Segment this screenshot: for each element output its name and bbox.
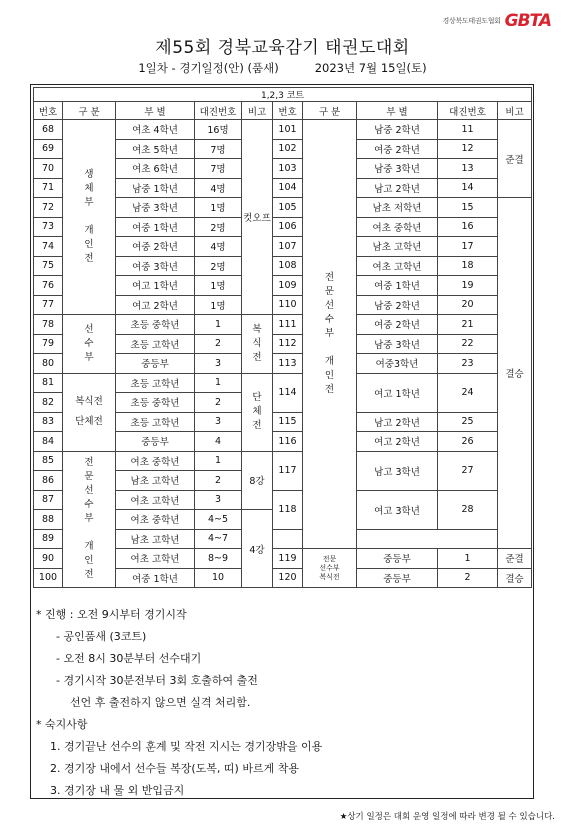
cell-division: 남중 3학년 — [357, 334, 438, 354]
group-char — [63, 210, 115, 224]
note-line: * 숙지사항 — [36, 718, 88, 731]
group-char: 전 — [324, 272, 335, 283]
table-row — [34, 373, 532, 393]
group-char: 수 — [324, 314, 335, 325]
cell-bracket: 11 — [438, 120, 498, 140]
cell-division: 여중3학년 — [357, 354, 438, 374]
cell-number: 109 — [273, 276, 303, 296]
cell-division: 여중 2학년 — [116, 237, 195, 257]
cell-number: 81 — [34, 373, 63, 393]
cell-division: 여초 중학년 — [116, 451, 195, 471]
cell-division: 초등 고학년 — [116, 373, 195, 393]
cell-division: 초등 고학년 — [116, 412, 195, 432]
cell-division: 초등 고학년 — [116, 334, 195, 354]
cell-bracket: 23 — [438, 354, 498, 374]
cell-bracket: 1 — [195, 315, 242, 335]
cell-number: 120 — [273, 568, 303, 588]
cell-bracket: 2 — [195, 393, 242, 413]
group-char: 복식전 — [319, 572, 340, 581]
cell-division: 여고 2학년 — [357, 432, 438, 452]
cell-number: 71 — [34, 178, 63, 198]
cell-number: 114 — [273, 373, 303, 412]
court-header: 1,2,3 코트 — [34, 88, 532, 102]
cell-bracket: 4명 — [195, 178, 242, 198]
note-cell-semi2: 준결 — [498, 549, 532, 569]
cell-bracket: 2 — [195, 471, 242, 491]
cell-bracket: 4~5 — [195, 510, 242, 530]
table-row — [34, 451, 532, 471]
cell-division: 여초 고학년 — [116, 549, 195, 569]
cell-bracket: 2명 — [195, 217, 242, 237]
cell-division: 초등 중학년 — [116, 393, 195, 413]
note-line: 3. 경기장 내 물 외 반입금지 — [50, 784, 185, 797]
group-char: 체 — [252, 406, 262, 417]
cell-number: 110 — [273, 295, 303, 315]
cell-division: 여초 중학년 — [116, 510, 195, 530]
cell-division: 초등 중학년 — [116, 315, 195, 335]
cell-number: 102 — [273, 139, 303, 159]
note-line: - 경기시작 30분전부터 3회 호출하여 출전 — [56, 674, 258, 687]
subtitle-date: 2023년 7월 15일(토) — [314, 61, 427, 75]
group-char: 개 — [84, 225, 94, 236]
cell-number: 84 — [34, 432, 63, 452]
cell-bracket: 2 — [195, 334, 242, 354]
cell-bracket: 1명 — [195, 276, 242, 296]
note-cell-team — [242, 373, 273, 451]
cell-number: 106 — [273, 217, 303, 237]
note-cell-final2: 결승 — [498, 568, 532, 588]
cell-division: 남초 고학년 — [357, 237, 438, 257]
note-line: * 진행 : 오전 9시부터 경기시작 — [36, 608, 187, 621]
group-char: 전 — [252, 351, 262, 363]
cell-bracket: 22 — [438, 334, 498, 354]
table-row — [34, 120, 532, 140]
cell-number: 115 — [273, 412, 303, 432]
group-char: 선 — [84, 485, 94, 497]
cell-number: 116 — [273, 432, 303, 452]
cell-number: 119 — [273, 549, 303, 569]
group-char: 체 — [84, 183, 94, 194]
cell-division: 여고 3학년 — [357, 490, 438, 529]
note-cell-semi: 준결 — [498, 120, 532, 198]
group-pair-label: 복식전 — [75, 396, 103, 407]
cell-number: 79 — [34, 334, 63, 354]
header-cell: 비고 — [498, 102, 532, 120]
group-cell-jeonmun — [63, 451, 116, 588]
cell-bracket: 3 — [195, 354, 242, 374]
cell-division: 남고 2학년 — [357, 178, 438, 198]
group-char: 부 — [324, 328, 335, 339]
cell-division: 여중 1학년 — [116, 217, 195, 237]
page-subtitle — [0, 60, 565, 76]
cell-number: 77 — [34, 295, 63, 315]
cell-number: 74 — [34, 237, 63, 257]
header-cell: 부 별 — [116, 102, 195, 120]
cell-division: 여초 고학년 — [357, 256, 438, 276]
cell-bracket: 1 — [438, 549, 498, 569]
notes — [36, 604, 516, 802]
group-char: 부 — [84, 513, 94, 525]
header-row — [34, 102, 532, 120]
cell-division: 여초 중학년 — [357, 217, 438, 237]
cell-number: 83 — [34, 412, 63, 432]
cell-number: 87 — [34, 490, 63, 510]
group-cell-pair-team — [63, 373, 116, 451]
cell-bracket: 1 — [195, 373, 242, 393]
header-cell: 번호 — [34, 102, 63, 120]
cell-division: 여초 6학년 — [116, 159, 195, 179]
group-char: 부 — [84, 197, 94, 208]
cell-division: 남중 3학년 — [116, 198, 195, 218]
note-line: - 공인품새 (3코트) — [56, 630, 147, 643]
group-char: 전 — [84, 457, 94, 469]
cell-bracket: 21 — [438, 315, 498, 335]
group-char: 수 — [84, 499, 94, 511]
cell-bracket: 19 — [438, 276, 498, 296]
cell-number: 107 — [273, 237, 303, 257]
group-char: 전문 — [322, 554, 337, 563]
group-char: 전 — [84, 569, 94, 581]
cell-number: 75 — [34, 256, 63, 276]
cell-division: 남초 저학년 — [357, 198, 438, 218]
cell-number: 113 — [273, 354, 303, 374]
cell-division: 여중 3학년 — [116, 256, 195, 276]
cell-bracket: 1명 — [195, 295, 242, 315]
cell-bracket: 7명 — [195, 159, 242, 179]
group-team-label: 단체전 — [75, 416, 103, 427]
header-cell: 구 분 — [63, 102, 116, 120]
group-char: 단 — [252, 392, 262, 403]
header-cell: 부 별 — [357, 102, 438, 120]
cell-number: 73 — [34, 217, 63, 237]
note-line: 1. 경기끝난 선수의 훈계 및 작전 지시는 경기장밖을 이용 — [50, 740, 323, 753]
group-cell-seonsu — [63, 315, 116, 374]
cell-division: 여중 2학년 — [357, 315, 438, 335]
group-cell-right-jeonmun — [303, 120, 357, 549]
cell-number: 82 — [34, 393, 63, 413]
cell-number: 72 — [34, 198, 63, 218]
cell-number: 80 — [34, 354, 63, 374]
cell-division: 남초 고학년 — [116, 471, 195, 491]
cell-division: 여고 1학년 — [357, 373, 438, 412]
group-char: 선수부 — [319, 563, 340, 572]
cell-bracket: 26 — [438, 432, 498, 452]
header-cell: 대진번호 — [438, 102, 498, 120]
note-cell-final: 결승 — [498, 198, 532, 549]
header-cell: 구 분 — [303, 102, 357, 120]
group-char: 개 — [324, 356, 335, 367]
cell-number: 88 — [34, 510, 63, 530]
group-char: 인 — [324, 370, 335, 381]
cell-division: 남중 2학년 — [357, 295, 438, 315]
cell-bracket: 1 — [195, 451, 242, 471]
cell-bracket: 2명 — [195, 256, 242, 276]
group-char: 전 — [252, 420, 262, 431]
cell-division: 남초 고학년 — [116, 529, 195, 549]
group-char: 문 — [84, 471, 94, 483]
cell-division: 여중 2학년 — [357, 139, 438, 159]
group-char: 수 — [84, 337, 94, 349]
cell-division: 중등부 — [357, 568, 438, 588]
cell-division: 남고 3학년 — [357, 451, 438, 490]
cell-number: 86 — [34, 471, 63, 491]
group-char — [63, 526, 115, 540]
cell-division: 남중 1학년 — [116, 178, 195, 198]
cell-division: 남중 3학년 — [357, 159, 438, 179]
cell-number: 85 — [34, 451, 63, 471]
cell-bracket: 28 — [438, 490, 498, 529]
group-char: 인 — [84, 555, 94, 567]
note-line: - 오전 8시 30분부터 선수대기 — [56, 652, 202, 665]
cell-division: 중등부 — [116, 354, 195, 374]
cell-division: 여고 2학년 — [116, 295, 195, 315]
cell-bracket: 3 — [195, 490, 242, 510]
note-cell-8gang: 8강 — [242, 451, 273, 510]
schedule-body — [34, 120, 532, 588]
cell-bracket: 14 — [438, 178, 498, 198]
cell-bracket: 1명 — [195, 198, 242, 218]
group-cell-saengche — [63, 120, 116, 315]
note-cell-4gang: 4강 — [242, 510, 273, 588]
cell-bracket: 20 — [438, 295, 498, 315]
group-char: 인 — [84, 239, 94, 250]
cell-number: 70 — [34, 159, 63, 179]
cell-number: 100 — [34, 568, 63, 588]
group-char: 전 — [324, 384, 335, 395]
cell-division: 여고 1학년 — [116, 276, 195, 296]
group-char: 생 — [84, 169, 94, 180]
cell-number: 111 — [273, 315, 303, 335]
cell-number: 103 — [273, 159, 303, 179]
logo-org-name: 경상북도태권도협회 — [442, 17, 501, 25]
note-line: 2. 경기장 내에서 선수들 복장(도복, 띠) 바르게 착용 — [50, 762, 299, 775]
cell-division: 여초 4학년 — [116, 120, 195, 140]
note-line: 선언 후 출전하지 않으면 실격 처리함. — [70, 696, 251, 709]
cell-division: 여초 5학년 — [116, 139, 195, 159]
note-cell-cutoff: 컷오프 — [242, 120, 273, 315]
cell-bracket: 16명 — [195, 120, 242, 140]
logo — [442, 10, 551, 32]
header-cell: 비고 — [242, 102, 273, 120]
cell-number: 104 — [273, 178, 303, 198]
group-char: 복 — [252, 323, 262, 335]
cell-division: 여중 1학년 — [116, 568, 195, 588]
cell-number: 78 — [34, 315, 63, 335]
note-cell-pair — [242, 315, 273, 374]
cell-number: 108 — [273, 256, 303, 276]
cell-number: 105 — [273, 198, 303, 218]
cell-bracket: 3 — [195, 412, 242, 432]
cell-bracket: 25 — [438, 412, 498, 432]
cell-number: 112 — [273, 334, 303, 354]
page-title: 제55회 경북교육감기 태권도대회 — [155, 38, 410, 58]
cell-division: 중등부 — [116, 432, 195, 452]
cell-bracket: 4명 — [195, 237, 242, 257]
group-char: 부 — [84, 351, 94, 363]
cell-number: 117 — [273, 451, 303, 490]
logo-mark: GBTA — [504, 11, 551, 31]
cell-bracket: 18 — [438, 256, 498, 276]
schedule-table — [33, 87, 532, 588]
group-char: 식 — [252, 337, 262, 349]
cell-bracket: 4 — [195, 432, 242, 452]
cell-bracket: 10 — [195, 568, 242, 588]
cell-bracket: 8~9 — [195, 549, 242, 569]
cell-bracket: 24 — [438, 373, 498, 412]
cell-division: 여중 1학년 — [357, 276, 438, 296]
table-row — [34, 315, 532, 335]
cell-division: 남중 2학년 — [357, 120, 438, 140]
cell-number: 69 — [34, 139, 63, 159]
cell-number: 101 — [273, 120, 303, 140]
subtitle-schedule: 1일차 - 경기일정(안) (품새) — [138, 61, 279, 75]
header-cell: 대진번호 — [195, 102, 242, 120]
group-char: 문 — [324, 286, 335, 297]
cell-bracket: 4~7 — [195, 529, 242, 549]
cell-division: 중등부 — [357, 549, 438, 569]
header-cell: 번호 — [273, 102, 303, 120]
group-char: 선 — [324, 300, 335, 311]
cell-division: 남고 2학년 — [357, 412, 438, 432]
cell-bracket: 13 — [438, 159, 498, 179]
group-char: 전 — [84, 253, 94, 264]
cell-bracket: 27 — [438, 451, 498, 490]
cell-number: 68 — [34, 120, 63, 140]
cell-bracket: 15 — [438, 198, 498, 218]
cell-number: 118 — [273, 490, 303, 529]
cell-number: 89 — [34, 529, 63, 549]
cell-number: 76 — [34, 276, 63, 296]
cell-bracket: 16 — [438, 217, 498, 237]
cell-bracket: 2 — [438, 568, 498, 588]
cell-bracket: 17 — [438, 237, 498, 257]
cell-number: 90 — [34, 549, 63, 569]
group-char — [303, 341, 356, 355]
group-char: 개 — [84, 541, 94, 553]
cell-bracket: 12 — [438, 139, 498, 159]
group-cell-right-pair — [303, 549, 357, 588]
footer-note: ★상기 일정은 대회 운영 일정에 따라 변경 될 수 있습니다. — [339, 812, 555, 822]
cell-division: 여초 고학년 — [116, 490, 195, 510]
cell-bracket: 7명 — [195, 139, 242, 159]
group-char: 선 — [84, 323, 94, 335]
